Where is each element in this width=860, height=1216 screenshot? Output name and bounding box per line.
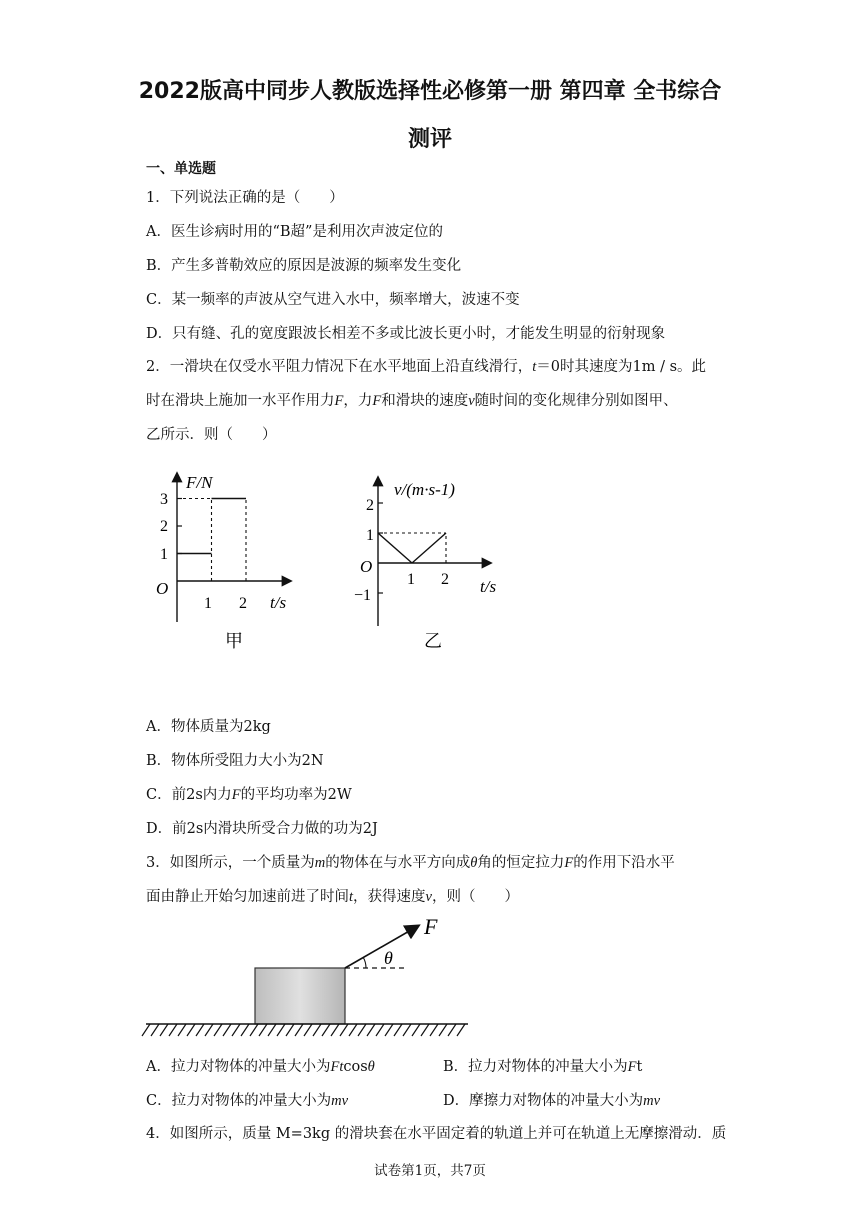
yi-velocity-segment — [378, 533, 412, 563]
yi-velocity-segment — [412, 533, 446, 563]
page-footer: 试卷第1页，共7页 — [374, 1163, 486, 1179]
hatch-mark — [322, 1024, 330, 1036]
question-1-option-a: A．医生诊病时用的“B超”是利用次声波定位的 — [146, 224, 443, 240]
jia-xtick-1: 1 — [204, 595, 212, 612]
force-arrow — [345, 926, 418, 968]
yi-ytick-1: 1 — [366, 527, 374, 544]
jia-caption: 甲 — [225, 631, 243, 651]
jia-ytick-1: 1 — [160, 546, 168, 563]
hatch-mark — [367, 1024, 375, 1036]
force-label: F — [424, 914, 438, 939]
hatch-mark — [142, 1024, 150, 1036]
question-2-option-a: A．物体质量为2kg — [146, 719, 271, 735]
question-3-option-d: D．摩擦力对物体的冲量大小为mv — [443, 1093, 661, 1109]
hatch-mark — [223, 1024, 231, 1036]
hatch-mark — [304, 1024, 312, 1036]
angle-arc — [363, 957, 366, 968]
hatch-mark — [439, 1024, 447, 1036]
question-1-option-d: D．只有缝、孔的宽度跟波长相差不多或比波长更小时，才能发生明显的衍射现象 — [146, 326, 666, 342]
jia-ytick-2: 2 — [160, 518, 168, 535]
question-2-option-b: B．物体所受阻力大小为2N — [146, 753, 324, 769]
figure-yi-chart — [330, 462, 520, 662]
hatch-mark — [331, 1024, 339, 1036]
question-1-stem: 1．下列说法正确的是（ ） — [146, 190, 344, 206]
question-2-stem-line1: 2．一滑块在仅受水平阻力情况下在水平地面上沿直线滑行，t＝0时其速度为1m / s。此 — [146, 359, 707, 375]
hatch-mark — [340, 1024, 348, 1036]
hatch-mark — [178, 1024, 186, 1036]
hatch-mark — [268, 1024, 276, 1036]
hatch-mark — [259, 1024, 267, 1036]
yi-ytick-neg1: −1 — [354, 587, 372, 604]
question-2-stem-line3: 乙所示．则（ ） — [146, 427, 277, 443]
hatch-mark — [430, 1024, 438, 1036]
hatch-mark — [349, 1024, 357, 1036]
figure-block-force — [140, 912, 480, 1042]
question-1-option-b: B．产生多普勒效应的原因是波源的频率发生变化 — [146, 258, 462, 274]
hatch-mark — [358, 1024, 366, 1036]
yi-y-label: v/(m·s-1) — [394, 480, 455, 499]
yi-xtick-1: 1 — [407, 571, 415, 588]
yi-xtick-2: 2 — [441, 571, 449, 588]
yi-ytick-2: 2 — [366, 497, 374, 514]
question-3-option-b: B．拉力对物体的冲量大小为Ft — [443, 1059, 643, 1075]
hatch-mark — [196, 1024, 204, 1036]
question-1-option-c: C．某一频率的声波从空气进入水中，频率增大，波速不变 — [146, 292, 520, 308]
page-title: 2022版高中同步人教版选择性必修第一册 第四章 全书综合 — [138, 79, 722, 104]
hatch-mark — [403, 1024, 411, 1036]
question-4-stem-line1: 4．如图所示，质量 M=3kg 的滑块套在水平固定着的轨道上并可在轨道上无摩擦滑动．质 — [146, 1126, 727, 1142]
jia-origin: O — [156, 579, 169, 598]
section-heading: 一、单选题 — [146, 161, 216, 177]
hatch-mark — [457, 1024, 465, 1036]
hatch-mark — [412, 1024, 420, 1036]
hatch-mark — [295, 1024, 303, 1036]
jia-x-label: t/s — [270, 593, 287, 612]
hatch-mark — [376, 1024, 384, 1036]
hatch-mark — [286, 1024, 294, 1036]
page-title-line2: 测评 — [407, 127, 452, 152]
hatch-mark — [187, 1024, 195, 1036]
question-3-stem-line1: 3．如图所示，一个质量为m的物体在与水平方向成θ角的恒定拉力F的作用下沿水平 — [146, 855, 675, 871]
hatch-mark — [421, 1024, 429, 1036]
question-3-option-c: C．拉力对物体的冲量大小为mv — [146, 1093, 349, 1109]
jia-ytick-3: 3 — [160, 491, 168, 508]
hatch-mark — [232, 1024, 240, 1036]
yi-caption: 乙 — [424, 631, 442, 651]
hatch-mark — [169, 1024, 177, 1036]
hatch-mark — [448, 1024, 456, 1036]
question-3-option-a: A．拉力对物体的冲量大小为Ftcosθ — [146, 1059, 375, 1075]
block — [255, 968, 345, 1024]
hatch-mark — [394, 1024, 402, 1036]
question-2-option-d: D．前2s内滑块所受合力做的功为2J — [146, 821, 378, 837]
hatch-mark — [241, 1024, 249, 1036]
jia-y-label: F/N — [186, 473, 213, 492]
question-3-stem-line2: 面由静止开始匀加速前进了时间t，获得速度v，则（ ） — [146, 889, 519, 905]
hatch-mark — [385, 1024, 393, 1036]
hatch-mark — [214, 1024, 222, 1036]
hatch-mark — [250, 1024, 258, 1036]
ground-hatching — [142, 1024, 465, 1036]
jia-xtick-2: 2 — [239, 595, 247, 612]
yi-origin: O — [360, 557, 373, 576]
hatch-mark — [277, 1024, 285, 1036]
hatch-mark — [205, 1024, 213, 1036]
question-2-option-c: C．前2s内力F的平均功率为2W — [146, 787, 352, 803]
angle-label: θ — [384, 948, 393, 968]
yi-x-label: t/s — [480, 577, 497, 596]
question-2-stem-line2: 时在滑块上施加一水平作用力F，力F和滑块的速度v随时间的变化规律分别如图甲、 — [146, 393, 678, 409]
hatch-mark — [313, 1024, 321, 1036]
hatch-mark — [151, 1024, 159, 1036]
hatch-mark — [160, 1024, 168, 1036]
figure-jia-chart — [140, 462, 320, 662]
